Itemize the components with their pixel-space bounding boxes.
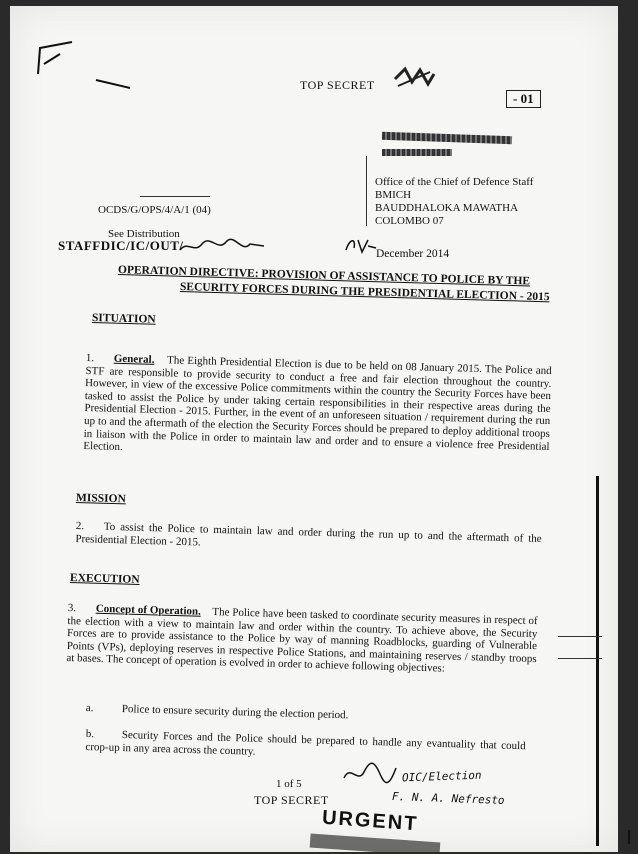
directive-title-line1: OPERATION DIRECTIVE: PROVISION OF ASSISTANCE TO POLICE BY THE	[117, 264, 531, 288]
address-line: BAUDDHALOKA MAWATHA	[375, 202, 519, 214]
list-item	[85, 728, 526, 765]
paragraph-text: To assist the Police to maintain law and order during the run up to and the aftermath of the Presidential Election - 2015.	[75, 520, 542, 549]
redacted-line	[382, 132, 512, 145]
document-page	[10, 6, 618, 852]
page-ref-box: - 01	[506, 90, 541, 108]
page-number: 1 of 5	[276, 778, 302, 790]
handwritten-ref-icon	[178, 236, 268, 258]
list-marker: a.	[85, 702, 94, 715]
edge-line	[596, 476, 599, 846]
paragraph-mission	[75, 520, 542, 558]
divider	[140, 196, 210, 197]
document-date: December 2014	[376, 248, 450, 260]
paragraph-number: 1.	[85, 352, 95, 365]
cut-off-stamp-line	[310, 833, 441, 852]
paragraph-label: General.	[113, 352, 155, 366]
bottom-classification: TOP SECRET	[254, 793, 329, 807]
paragraph-execution	[66, 602, 538, 678]
list-marker: b.	[85, 728, 95, 741]
address-block	[375, 176, 533, 228]
paragraph-text: The Police have been tasked to coordinate security measures in respect of the election with a view to maintain law and order within the country. To achieve above, the Security Forces are to provide assistance to the Police by way of manning Roadblocks, guarding of Vulnerable Points (VPs), deploying reserves in respective Police Stations, and maintaining reserves / standby troops at bases. The concept of operation is evolved in order to achieve following objectives:	[66, 606, 538, 675]
list-item	[86, 702, 526, 727]
staff-reference: STAFFDIC/IC/OUT/	[58, 238, 184, 253]
section-heading-situation: SITUATION	[91, 312, 156, 326]
handwritten-note: OIC/Election	[401, 768, 482, 785]
margin-mark	[558, 636, 602, 637]
address-line: BMICH	[375, 189, 412, 201]
edge-mark	[628, 830, 630, 844]
directive-title-line2: SECURITY FORCES DURING THE PRESIDENTIAL ELECTION - 2015	[179, 281, 550, 304]
handwritten-signature: F. N. A. Nefresto	[391, 790, 505, 807]
redaction-scribble-icon	[390, 64, 440, 94]
file-reference: OCDS/G/OPS/4/A/1 (04)	[98, 204, 211, 216]
urgent-stamp: URGENT	[321, 806, 420, 836]
paragraph-text: The Eighth Presidential Election is due to be held on 08 January 2015. The Police and STF are responsible to provide security to conduct a free and fair election throughout the country. However, in view of the excessive Police commitments within the country the Security Forces have been tasked to assist the Police by under taking certain responsibilities in their respective areas during the Presidential Election - 2015. Further, in the event of an unforeseen situation / requirement during the run up to and the aftermath of the election the Security Forces should be prepared to deploy additional troops in liaison with the Police in order to maintain law and order and to ensure a violence free Presidential Election.	[83, 354, 552, 454]
handwritten-date-icon	[342, 234, 378, 256]
margin-mark	[558, 658, 602, 659]
divider	[366, 156, 367, 226]
redacted-line	[382, 149, 452, 156]
paragraph-situation	[83, 352, 552, 466]
paragraph-number: 2.	[75, 520, 85, 533]
signature-scribble-icon	[340, 754, 400, 794]
address-line: COLOMBO 07	[375, 215, 444, 227]
list-text: Security Forces and the Police should be prepared to handle any evantuality that could crop-up in any area across the country.	[85, 729, 526, 758]
address-line: Office of the Chief of Defence Staff	[375, 176, 534, 188]
top-classification: TOP SECRET	[300, 78, 375, 92]
section-heading-mission: MISSION	[75, 492, 127, 506]
corner-mark-icon	[30, 36, 140, 96]
paragraph-number: 3.	[67, 602, 77, 615]
paragraph-label: Concept of Operation.	[95, 602, 201, 618]
list-text: Police to ensure security during the election period.	[121, 703, 349, 722]
section-heading-execution: EXECUTION	[69, 572, 140, 586]
distribution-note: See Distribution	[108, 228, 180, 240]
